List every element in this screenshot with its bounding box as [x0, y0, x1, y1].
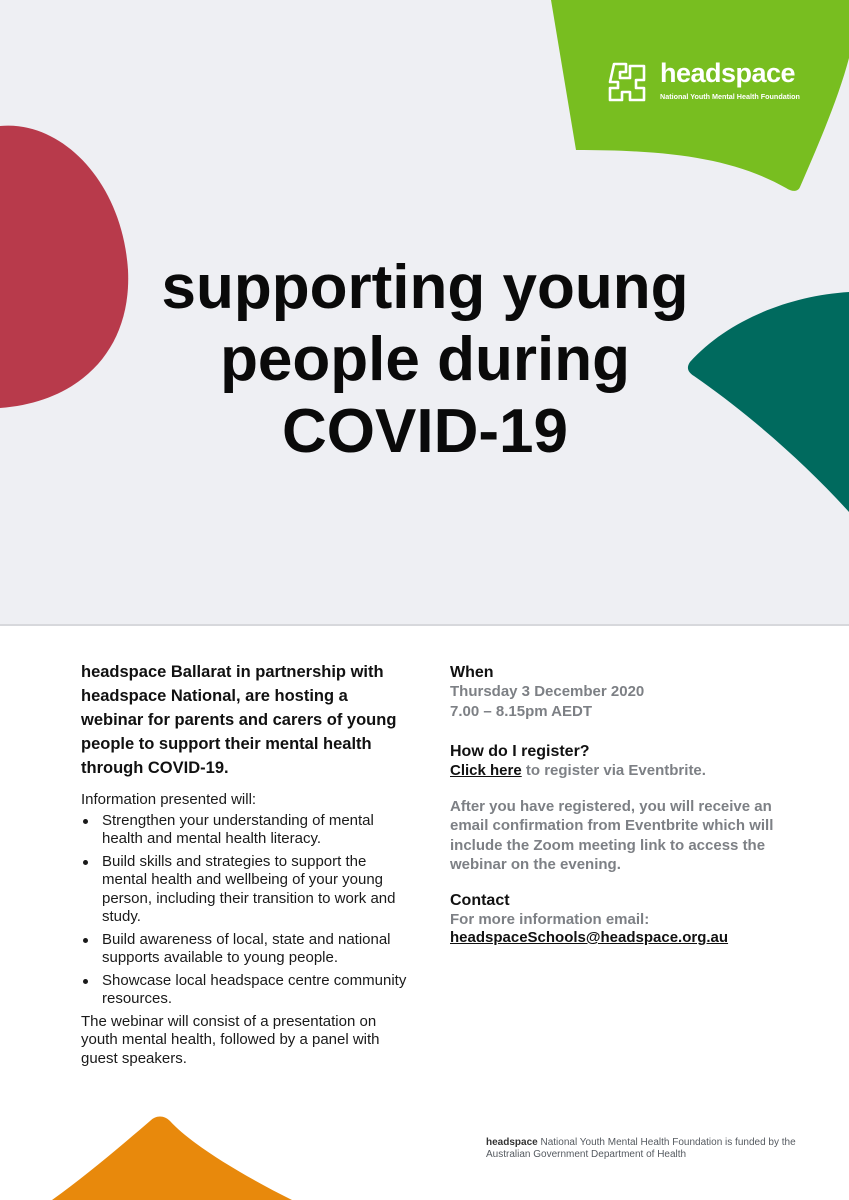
list-item	[81, 853, 411, 927]
register-link[interactable]: Click here	[450, 762, 522, 779]
logo-wordmark: headspace	[660, 58, 796, 88]
list-item-text: Build awareness of local, state and national supports available to young people.	[102, 930, 391, 966]
bullet-icon	[83, 819, 88, 824]
contact-heading: Contact	[450, 891, 510, 909]
bullet-icon	[83, 938, 88, 943]
after-register-text: After you have registered, you will receive an email confirmation from Eventbrite which will include the Zoom meeting link to access the webinar on the evening.	[450, 797, 774, 873]
orange-blob-shape	[52, 1115, 292, 1200]
contact-email-link[interactable]: headspaceSchools@headspace.org.au	[450, 929, 729, 946]
details-right-column	[450, 663, 790, 947]
info-heading: Information presented will:	[81, 791, 257, 808]
logo-tagline: National Youth Mental Health Foundation	[660, 92, 800, 101]
bullet-icon	[83, 979, 88, 984]
register-line	[450, 761, 790, 781]
list-item-text: Strengthen your understanding of mental health and mental health literacy.	[102, 811, 374, 847]
list-item	[81, 972, 411, 1009]
event-time: 7.00 – 8.15pm AEDT	[450, 702, 593, 720]
contact-lead: For more information email:	[450, 910, 650, 928]
intro-paragraph: headspace Ballarat in partnership with headspace National, are hosting a webinar for parents and carers of young people to support their mental health through COVID-19.	[81, 663, 397, 777]
headspace-logo	[608, 58, 798, 108]
title-line: COVID-19	[282, 397, 568, 466]
title-line: people during	[220, 325, 630, 394]
page-title	[120, 252, 730, 468]
bullet-icon	[83, 860, 88, 865]
when-heading: When	[450, 664, 494, 681]
footnote-brand: headspace	[486, 1137, 538, 1148]
register-heading: How do I register?	[450, 743, 590, 760]
register-link-suffix: to register via Eventbrite.	[521, 762, 706, 779]
list-item-text: Build skills and strategies to support the mental health and wellbeing of your young person, including their transition to work and study.	[102, 852, 396, 925]
closing-paragraph: The webinar will consist of a presentation on youth mental health, followed by a panel with guest speakers.	[81, 1012, 380, 1067]
list-item-text: Showcase local headspace centre community resources.	[102, 971, 407, 1007]
details-left-column	[81, 660, 411, 1068]
headspace-logo-icon	[608, 60, 652, 102]
red-blob-shape	[0, 120, 130, 410]
list-item	[81, 931, 411, 968]
list-item	[81, 812, 411, 849]
title-line: supporting young	[161, 253, 689, 322]
event-date: Thursday 3 December 2020	[450, 683, 645, 700]
funding-footnote	[486, 1137, 806, 1161]
topics-list	[81, 812, 411, 1009]
footnote-text: National Youth Mental Health Foundation is funded by the Australian Government Department of Health	[486, 1137, 796, 1160]
hero-divider	[0, 624, 849, 626]
